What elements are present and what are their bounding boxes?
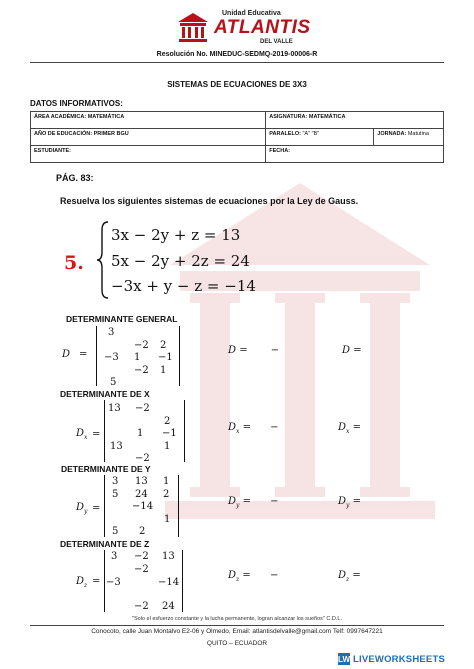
- school-subtitle: Unidad Educativa: [222, 10, 281, 17]
- det-entry: 5: [112, 526, 119, 537]
- det-entry: 1: [163, 476, 170, 487]
- year-value: PRIMER BGU: [93, 131, 129, 137]
- det-general-equals: =: [79, 349, 88, 360]
- school-logo: [176, 6, 311, 48]
- document-title: SISTEMAS DE ECUACIONES DE 3X3: [167, 80, 307, 89]
- det-z-result-1-blank: −: [269, 570, 279, 581]
- det-entry: 13: [110, 441, 123, 452]
- year-label: AÑO DE EDUCACIÓN:: [34, 131, 93, 137]
- det-y-right-bar: [178, 475, 179, 537]
- det-z-symbol: $D_z$: [76, 576, 88, 589]
- det-entry: 13: [162, 551, 175, 562]
- det-y-result-2-symbol: D: [338, 496, 347, 507]
- det-general-left-bar: [96, 326, 97, 386]
- footer-address: Conocoto, calle Juan Montalvo E2-06 y Olmedo, Email: atlantisdelvalle@gmail.com Telf: 0997647221: [91, 628, 383, 635]
- det-entry: 24: [135, 489, 148, 500]
- det-y-result-1-sub: y: [236, 502, 240, 509]
- det-x-symbol: $D_x$: [76, 428, 88, 441]
- jornada-cell: [374, 129, 444, 146]
- det-z-heading: DETERMINANTE DE Z: [60, 539, 150, 549]
- det-entry: 1: [164, 514, 171, 525]
- info-table: [30, 111, 444, 163]
- jornada-value: Matutina: [407, 131, 429, 137]
- det-x-result-1-blank: −: [270, 422, 279, 433]
- det-y-result-2-sub: y: [346, 502, 350, 509]
- header-divider: [30, 62, 444, 63]
- det-general-right-bar: [179, 326, 180, 386]
- det-z-result-2-symbol: D: [338, 570, 347, 581]
- det-entry: 1: [164, 441, 171, 452]
- det-entry: −2: [134, 365, 149, 376]
- area-cell: [31, 112, 266, 129]
- det-entry: −2: [134, 340, 149, 351]
- equation-1: 3x − 2y + z = 13: [111, 226, 241, 244]
- det-entry: 1: [134, 352, 141, 363]
- det-entry: −2: [135, 453, 150, 464]
- info-heading: DATOS INFORMATIVOS:: [30, 99, 123, 108]
- det-z-result-2-sub: z: [346, 576, 350, 583]
- det-x-result-2-blank: =: [352, 422, 361, 433]
- det-x-result-2-sub: x: [346, 428, 350, 435]
- det-general-result-1: D = −: [228, 345, 280, 356]
- school-building-icon: [176, 10, 210, 44]
- paralelo-cell: [266, 129, 374, 146]
- liveworksheets-badge[interactable]: [338, 651, 445, 667]
- det-x-left-bar: [104, 400, 105, 462]
- area-label: ÁREA ACADÉMICA:: [34, 114, 87, 120]
- det-general-result-1-blank: −: [270, 345, 280, 356]
- det-entry: −2: [135, 403, 150, 414]
- paralelo-value: "A" "B": [302, 131, 320, 137]
- det-z-right-bar: [182, 550, 183, 612]
- det-z-result-2: [338, 570, 361, 583]
- det-z-left-bar: [104, 550, 105, 612]
- det-general-result-1-symbol: D: [228, 345, 237, 356]
- liveworksheets-label: LIVEWORKSHEETS: [353, 653, 446, 665]
- system-brace: [96, 220, 110, 300]
- paralelo-label: PARALELO:: [269, 131, 301, 137]
- det-general-result-2: [342, 345, 362, 356]
- det-y-result-2: [338, 496, 361, 509]
- det-entry: 2: [139, 526, 146, 537]
- resolution-number: Resolución No. MINEDUC-SEDMQ-2019-00006-R: [156, 51, 318, 58]
- det-z-result-1-sub: z: [236, 576, 240, 583]
- student-label: ESTUDIANTE:: [34, 148, 71, 154]
- det-entry: 2: [163, 489, 170, 500]
- det-general-symbol: D: [62, 349, 71, 360]
- det-entry: −3: [106, 577, 121, 588]
- det-entry: 1: [137, 428, 144, 439]
- det-entry: 1: [160, 365, 167, 376]
- det-x-equals: =: [92, 429, 101, 440]
- subject-value: MATEMÁTICA: [308, 114, 346, 120]
- det-entry: 3: [111, 551, 118, 562]
- det-y-left-bar: [104, 475, 105, 537]
- date-label: FECHA:: [269, 148, 291, 154]
- det-entry: −2: [134, 564, 149, 575]
- footer-city: QUITO – ECUADOR: [206, 640, 268, 647]
- subject-cell: [266, 112, 444, 129]
- footer-quote: "Solo el esfuerzo constante y la lucha permanente, logran alcanzar los sueños" C.D.L.: [132, 616, 342, 622]
- footer-divider: [30, 625, 444, 626]
- det-z-result-2-blank: =: [352, 570, 361, 581]
- equation-3: −3x + y − z = −14: [111, 277, 256, 295]
- det-general-result-2-symbol: D: [342, 345, 351, 356]
- det-entry: −1: [158, 352, 173, 363]
- det-entry: −14: [132, 501, 154, 512]
- year-cell: [31, 129, 266, 146]
- det-y-equals: =: [92, 503, 101, 514]
- det-general-heading: DETERMINANTE GENERAL: [66, 314, 178, 324]
- det-y-result-1: $D_y$ = −: [228, 496, 279, 509]
- det-z-result-1-symbol: D: [228, 570, 237, 581]
- exercise-number: 5.: [64, 252, 84, 274]
- det-entry: 3: [108, 327, 115, 338]
- det-entry: 24: [162, 601, 175, 612]
- page-label: PÁG. 83:: [56, 173, 94, 183]
- det-x-result-1-symbol: D: [228, 422, 237, 433]
- det-x-result-1-sub: x: [236, 428, 240, 435]
- det-entry: −2: [134, 601, 149, 612]
- det-entry: 13: [108, 403, 121, 414]
- det-entry: 13: [135, 476, 148, 487]
- det-x-right-bar: [184, 400, 185, 462]
- jornada-label: JORNADA:: [377, 131, 407, 137]
- det-entry: 5: [110, 377, 117, 388]
- liveworksheets-icon: LW: [338, 654, 350, 664]
- det-x-result-2: [338, 422, 361, 435]
- student-cell[interactable]: [31, 146, 266, 163]
- school-suffix: DEL VALLE: [260, 39, 293, 45]
- det-x-result-2-symbol: D: [338, 422, 347, 433]
- det-general-result-2-blank: =: [353, 345, 362, 356]
- det-y-result-1-blank: −: [270, 496, 279, 507]
- date-cell[interactable]: [266, 146, 444, 163]
- det-z-result-1: $D_z$ = −: [228, 570, 279, 583]
- det-entry: 3: [112, 476, 119, 487]
- area-value: MATEMÁTICA: [87, 114, 125, 120]
- school-name: ATLANTIS: [214, 17, 311, 38]
- det-entry: −1: [162, 428, 177, 439]
- det-entry: 2: [160, 340, 167, 351]
- subject-label: ASIGNATURA:: [269, 114, 308, 120]
- equation-2: 5x − 2y + 2z = 24: [111, 252, 250, 270]
- det-entry: −3: [104, 352, 119, 363]
- det-entry: −2: [134, 551, 149, 562]
- det-x-result-1: $D_x$ = −: [228, 422, 279, 435]
- det-entry: 5: [112, 489, 119, 500]
- instruction-text: Resuelva los siguientes sistemas de ecuaciones por la Ley de Gauss.: [60, 196, 359, 206]
- det-z-equals: =: [92, 576, 101, 587]
- det-entry: 2: [164, 416, 171, 427]
- det-x-heading: DETERMINANTE DE X: [60, 389, 150, 399]
- det-y-result-2-blank: =: [352, 496, 361, 507]
- det-y-heading: DETERMINANTE DE Y: [61, 464, 151, 474]
- det-y-result-1-symbol: D: [228, 496, 237, 507]
- det-y-symbol: $D_y$: [76, 502, 88, 515]
- det-entry: −14: [158, 577, 180, 588]
